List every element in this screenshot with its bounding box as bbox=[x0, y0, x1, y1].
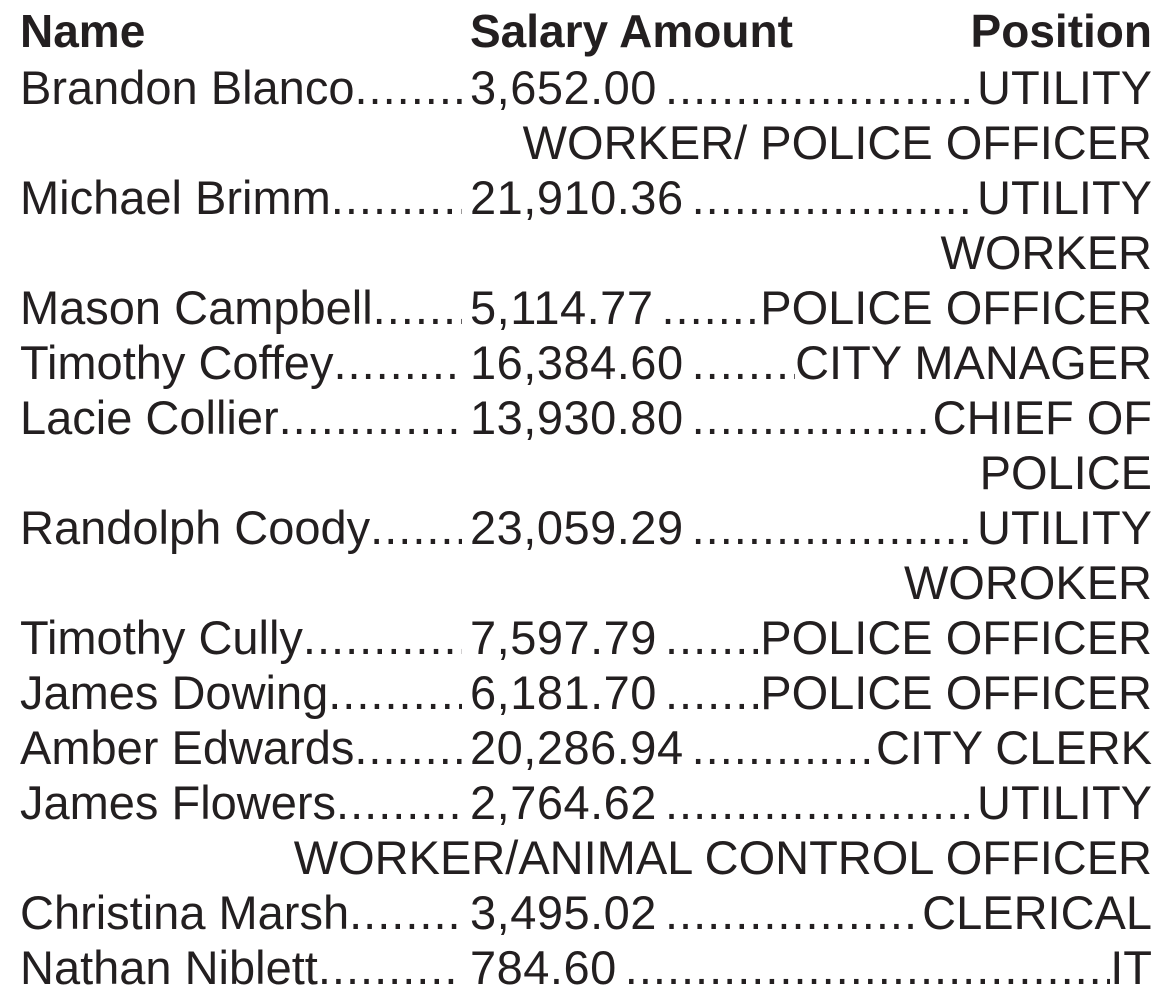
employee-name: Nathan Niblett bbox=[20, 941, 318, 994]
position-title: UTILITY bbox=[977, 171, 1152, 224]
salary-amount: 23,059.29 bbox=[470, 501, 684, 554]
dot-leader bbox=[373, 280, 462, 335]
salary-amount: 6,181.70 bbox=[470, 666, 657, 719]
dot-leader bbox=[336, 775, 462, 830]
entry-main-line bbox=[20, 720, 1152, 775]
position-title: UTILITY bbox=[977, 61, 1152, 114]
salary-amount: 2,764.62 bbox=[470, 776, 657, 829]
salary-entry bbox=[20, 280, 1152, 335]
dot-leader bbox=[684, 500, 977, 555]
dot-leader bbox=[684, 390, 933, 445]
position-column-header: Position bbox=[970, 5, 1152, 57]
salary-entry bbox=[20, 885, 1152, 940]
entry-main-line bbox=[20, 500, 1152, 555]
dot-leader bbox=[617, 940, 1110, 995]
dot-leader bbox=[279, 390, 462, 445]
name-column-header: Name bbox=[20, 5, 146, 57]
salary-entry bbox=[20, 775, 1152, 885]
dot-leader bbox=[684, 170, 977, 225]
position-continuation: POLICE bbox=[979, 446, 1152, 499]
salary-amount: 16,384.60 bbox=[470, 336, 684, 389]
dot-leader bbox=[657, 775, 977, 830]
employee-name: Timothy Coffey bbox=[20, 336, 334, 389]
dot-leader bbox=[370, 500, 462, 555]
salary-entry bbox=[20, 60, 1152, 170]
dot-leader bbox=[318, 940, 462, 995]
salary-entry bbox=[20, 940, 1152, 995]
position-continuation: WORKER/ANIMAL CONTROL OFFICER bbox=[293, 831, 1152, 884]
dot-leader bbox=[684, 335, 796, 390]
salary-amount: 784.60 bbox=[470, 941, 617, 994]
dot-leader bbox=[684, 720, 876, 775]
entry-main-line bbox=[20, 60, 1152, 115]
dot-leader bbox=[657, 665, 760, 720]
position-title: IT bbox=[1110, 941, 1152, 994]
salary-entry bbox=[20, 170, 1152, 280]
position-title: CITY MANAGER bbox=[795, 336, 1152, 389]
dot-leader bbox=[657, 60, 977, 115]
name-cell bbox=[20, 335, 462, 390]
position-cell bbox=[684, 170, 1152, 225]
position-continuation: WORKER bbox=[940, 226, 1152, 279]
entry-main-line bbox=[20, 610, 1152, 665]
salary-column-header: Salary Amount bbox=[470, 5, 793, 57]
position-title: CITY CLERK bbox=[876, 721, 1152, 774]
position-cell bbox=[657, 610, 1152, 665]
position-cell bbox=[657, 885, 1152, 940]
name-cell bbox=[20, 665, 462, 720]
salary-amount: 7,597.79 bbox=[470, 611, 657, 664]
salary-amount: 5,114.77 bbox=[470, 281, 654, 334]
entry-main-line bbox=[20, 885, 1152, 940]
position-cell bbox=[657, 665, 1152, 720]
dot-leader bbox=[657, 885, 922, 940]
entry-main-line bbox=[20, 280, 1152, 335]
position-cell bbox=[657, 775, 1152, 830]
position-title: CHIEF OF bbox=[932, 391, 1152, 444]
name-cell bbox=[20, 60, 462, 115]
position-title: POLICE OFFICER bbox=[760, 611, 1152, 664]
salary-amount: 3,495.02 bbox=[470, 886, 657, 939]
entry-main-line bbox=[20, 775, 1152, 830]
name-cell bbox=[20, 720, 462, 775]
employee-name: James Flowers bbox=[20, 776, 337, 829]
employee-name: Randolph Coody bbox=[20, 501, 371, 554]
dot-leader bbox=[303, 610, 462, 665]
position-title: UTILITY bbox=[977, 776, 1152, 829]
salary-rows bbox=[20, 60, 1152, 995]
salary-amount: 3,652.00 bbox=[470, 61, 657, 114]
salary-entry bbox=[20, 390, 1152, 500]
position-cell bbox=[653, 280, 1152, 335]
employee-name: Lacie Collier bbox=[20, 391, 279, 444]
entry-main-line bbox=[20, 390, 1152, 445]
employee-name: James Dowing bbox=[20, 666, 329, 719]
name-cell bbox=[20, 390, 462, 445]
position-title: UTILITY bbox=[977, 501, 1152, 554]
position-continuation: WORKER/ POLICE OFFICER bbox=[522, 116, 1152, 169]
name-cell bbox=[20, 940, 462, 995]
position-cell bbox=[684, 335, 1152, 390]
salary-entry bbox=[20, 665, 1152, 720]
name-cell bbox=[20, 170, 462, 225]
entry-main-line bbox=[20, 665, 1152, 720]
salary-entry bbox=[20, 610, 1152, 665]
name-cell bbox=[20, 500, 462, 555]
employee-name: Michael Brimm bbox=[20, 171, 331, 224]
entry-main-line bbox=[20, 170, 1152, 225]
name-cell bbox=[20, 775, 462, 830]
salary-entry bbox=[20, 500, 1152, 610]
employee-name: Timothy Cully bbox=[20, 611, 303, 664]
employee-name: Christina Marsh bbox=[20, 886, 350, 939]
name-cell bbox=[20, 610, 462, 665]
dot-leader bbox=[653, 280, 760, 335]
dot-leader bbox=[328, 665, 462, 720]
position-cell bbox=[684, 390, 1152, 445]
position-title: POLICE OFFICER bbox=[760, 281, 1152, 334]
name-cell bbox=[20, 885, 462, 940]
position-cell bbox=[684, 500, 1152, 555]
name-cell bbox=[20, 280, 462, 335]
position-cell bbox=[617, 940, 1152, 995]
dot-leader bbox=[657, 610, 760, 665]
entry-main-line bbox=[20, 940, 1152, 995]
position-title: POLICE OFFICER bbox=[760, 666, 1152, 719]
entry-main-line bbox=[20, 335, 1152, 390]
dot-leader bbox=[331, 170, 462, 225]
position-title: CLERICAL bbox=[922, 886, 1152, 939]
column-headers bbox=[20, 2, 1152, 60]
salary-amount: 21,910.36 bbox=[470, 171, 684, 224]
position-cell bbox=[684, 720, 1152, 775]
salary-entry bbox=[20, 335, 1152, 390]
dot-leader bbox=[333, 335, 462, 390]
dot-leader bbox=[354, 60, 462, 115]
dot-leader bbox=[354, 720, 462, 775]
salary-listing bbox=[20, 2, 1152, 995]
dot-leader bbox=[349, 885, 462, 940]
employee-name: Brandon Blanco bbox=[20, 61, 355, 114]
employee-name: Amber Edwards bbox=[20, 721, 355, 774]
employee-name: Mason Campbell bbox=[20, 281, 373, 334]
salary-entry bbox=[20, 720, 1152, 775]
position-cell bbox=[657, 60, 1152, 115]
salary-amount: 20,286.94 bbox=[470, 721, 684, 774]
salary-amount: 13,930.80 bbox=[470, 391, 684, 444]
position-continuation: WOROKER bbox=[903, 556, 1152, 609]
